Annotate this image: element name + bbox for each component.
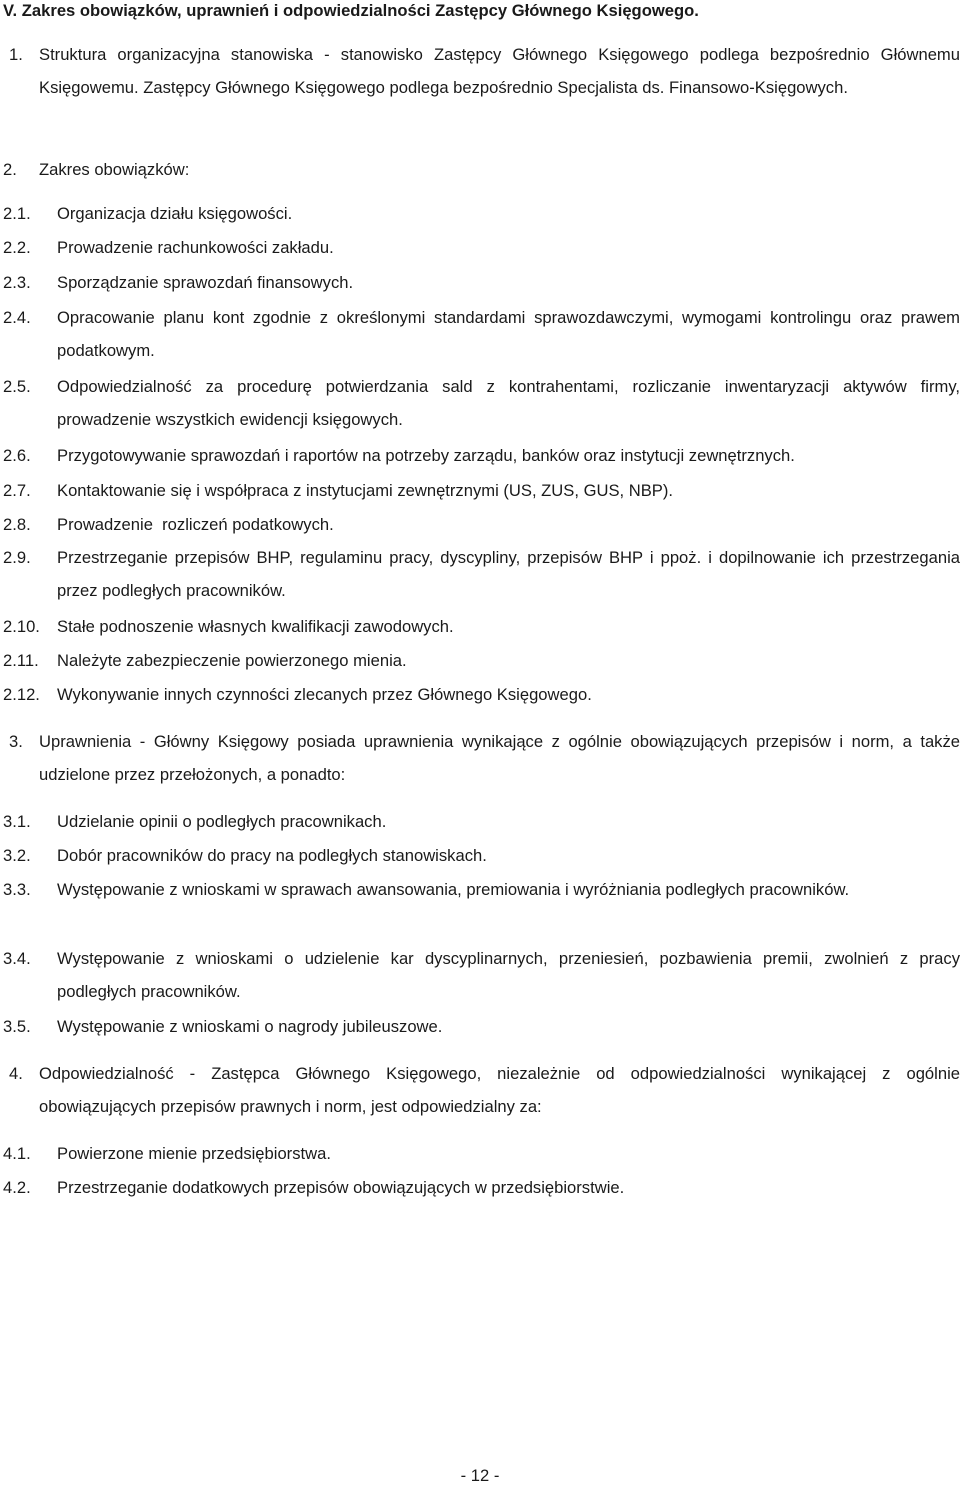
item-text: Wykonywanie innych czynności zlecanych przez Głównego Księgowego. [57, 685, 592, 704]
item-number: 2.2. [3, 238, 31, 257]
item-text: Występowanie z wnioskami o nagrody jubileuszowe. [57, 1017, 443, 1036]
item-number: 2.4. [3, 308, 31, 327]
section-4-text: Odpowiedzialność - Zastępca Głównego Księgowego, niezależnie od odpowiedzialności wynikającej z ogólnie obowiązujących przepisów prawnych i norm, jest odpowiedzialny za: [39, 1064, 960, 1116]
item-text: Opracowanie planu kont zgodnie z określonymi standardami sprawozdawczymi, wymogami kontrolingu oraz prawem podatkowym. [57, 308, 960, 360]
item-number: 2.3. [3, 273, 31, 292]
section-2-number: 2. [3, 160, 17, 179]
item-number: 2.10. [3, 617, 40, 636]
item-text: Przestrzeganie przepisów BHP, regulaminu pracy, dyscypliny, przepisów BHP i ppoż. i dopilnowanie ich przestrzegania przez podległych pracowników. [57, 548, 960, 600]
item-number: 2.12. [3, 685, 40, 704]
item-number: 2.1. [3, 204, 31, 223]
item-number: 2.8. [3, 515, 31, 534]
item-number: 3.5. [3, 1017, 31, 1036]
item-text: Stałe podnoszenie własnych kwalifikacji zawodowych. [57, 617, 454, 636]
item-number: 4.1. [3, 1144, 31, 1163]
item-number: 2.7. [3, 481, 31, 500]
item-text: Występowanie z wnioskami w sprawach awansowania, premiowania i wyróżniania podległych pracowników. [57, 880, 850, 899]
item-text: Przygotowywanie sprawozdań i raportów na potrzeby zarządu, banków oraz instytucji zewnętrznych. [57, 446, 795, 465]
item-number: 3.3. [3, 880, 31, 899]
item-number: 2.6. [3, 446, 31, 465]
item-number: 2.11. [3, 651, 39, 670]
item-text: Przestrzeganie dodatkowych przepisów obowiązujących w przedsiębiorstwie. [57, 1178, 625, 1197]
section-1-number: 1. [9, 45, 23, 64]
item-text: Sporządzanie sprawozdań finansowych. [57, 273, 354, 292]
item-text: Prowadzenie rozliczeń podatkowych. [57, 515, 334, 534]
item-text: Dobór pracowników do pracy na podległych stanowiskach. [57, 846, 487, 865]
item-number: 4.2. [3, 1178, 31, 1197]
section-heading: V. Zakres obowiązków, uprawnień i odpowiedzialności Zastępcy Głównego Księgowego. [3, 1, 699, 20]
item-number: 3.4. [3, 949, 31, 968]
section-3-text: Uprawnienia - Główny Księgowy posiada uprawnienia wynikające z ogólnie obowiązujących przepisów i norm, a także udzielone przez przełożonych, a ponadto: [39, 732, 960, 784]
page-number: - 12 - [460, 1466, 500, 1485]
item-text: Należyte zabezpieczenie powierzonego mienia. [57, 651, 407, 670]
item-number: 2.5. [3, 377, 31, 396]
item-text: Powierzone mienie przedsiębiorstwa. [57, 1144, 331, 1163]
item-number: 3.2. [3, 846, 31, 865]
item-text: Odpowiedzialność za procedurę potwierdzania sald z kontrahentami, rozliczanie inwentaryzacji aktywów firmy, prowadzenie wszystkich ewidencji księgowych. [57, 377, 960, 429]
section-2-title-text: Zakres obowiązków: [39, 160, 190, 179]
item-text: Kontaktowanie się i współpraca z instytucjami zewnętrznymi (US, ZUS, GUS, NBP). [57, 481, 674, 500]
item-text: Prowadzenie rachunkowości zakładu. [57, 238, 334, 257]
section-3-number: 3. [9, 732, 23, 751]
item-number: 2.9. [3, 548, 31, 567]
item-text: Występowanie z wnioskami o udzielenie kar dyscyplinarnych, przeniesień, pozbawienia premii, zwolnień z pracy podległych pracowników. [57, 949, 960, 1001]
item-number: 3.1. [3, 812, 31, 831]
section-4-number: 4. [9, 1064, 23, 1083]
item-text: Organizacja działu księgowości. [57, 204, 293, 223]
item-text: Udzielanie opinii o podległych pracownikach. [57, 812, 387, 831]
section-1-text: Struktura organizacyjna stanowiska - stanowisko Zastępcy Głównego Księgowego podlega bezpośrednio Głównemu Księgowemu. Zastępcy Głównego Księgowego podlega bezpośrednio Specjalista ds. Finansowo-Księgowych. [39, 45, 960, 97]
